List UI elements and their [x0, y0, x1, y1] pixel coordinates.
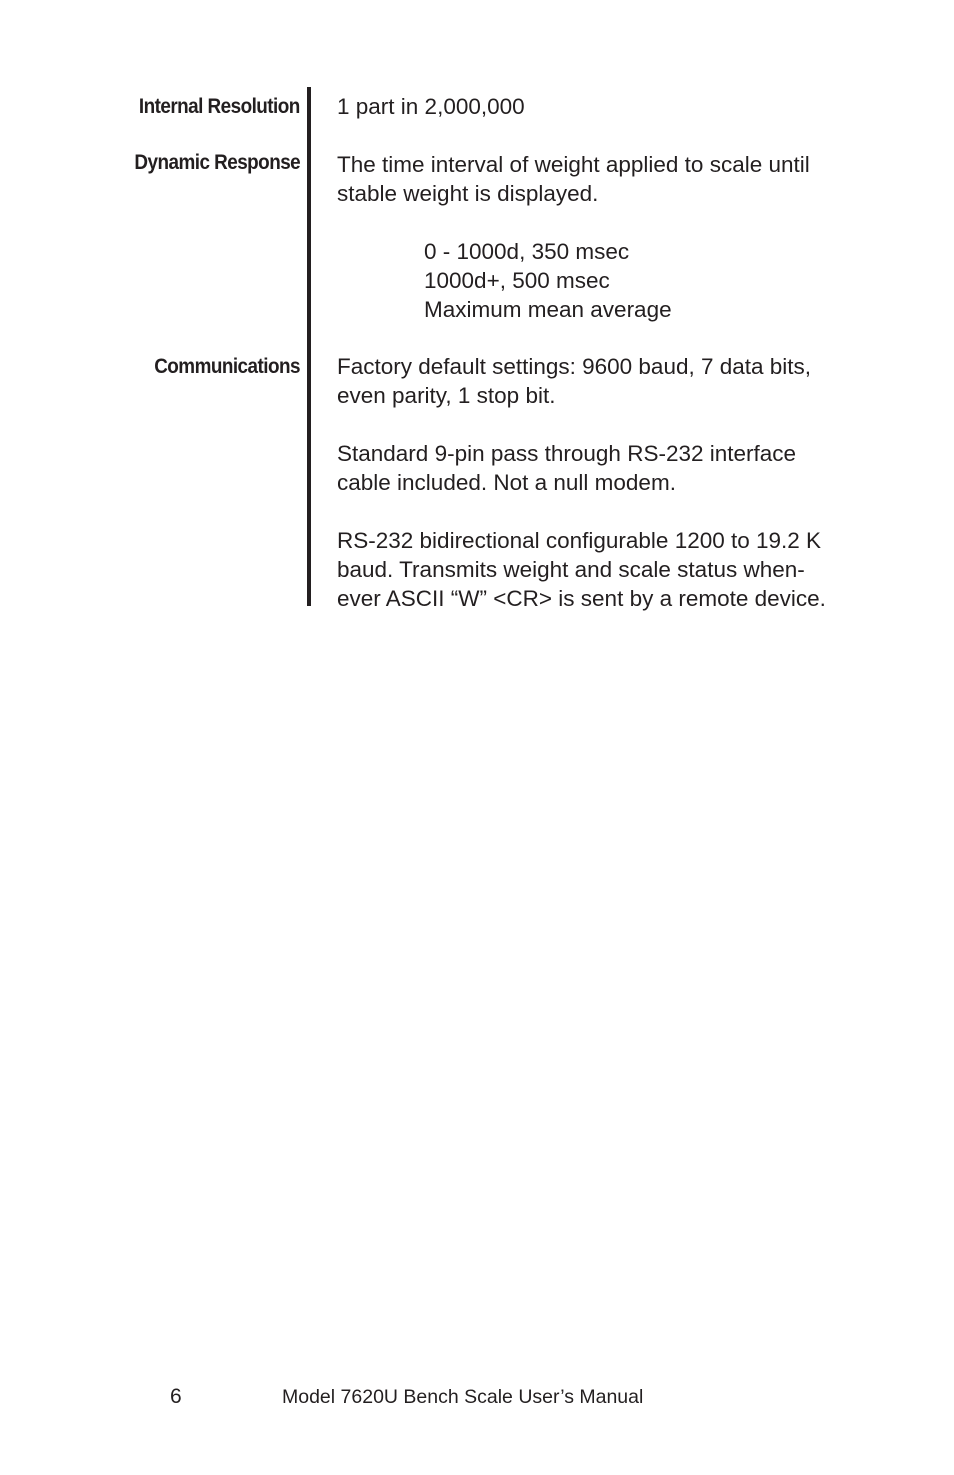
communications-cable-line-1: Standard 9-pin pass through RS-232 interface — [337, 441, 797, 466]
section-divider-rule — [307, 87, 311, 606]
dynamic-response-detail-line: 1000d+, 500 msec — [424, 268, 610, 293]
communications-rs232-line-3: ever ASCII “W” <CR> is sent by a remote device. — [337, 586, 826, 611]
dynamic-response-label: Dynamic Response — [134, 151, 300, 174]
internal-resolution-label: Internal Resolution — [139, 95, 300, 118]
dynamic-response-detail-line: 0 - 1000d, 350 msec — [424, 239, 630, 264]
dynamic-response-description-line-2: stable weight is displayed. — [337, 181, 599, 206]
dynamic-response-detail-line: Maximum mean average — [424, 297, 672, 322]
communications-defaults-line-2: even parity, 1 stop bit. — [337, 383, 556, 408]
internal-resolution-value: 1 part in 2,000,000 — [337, 94, 525, 119]
communications-rs232-line-1: RS-232 bidirectional configurable 1200 to 19.2 K — [337, 528, 822, 553]
dynamic-response-description-line-1: The time interval of weight applied to scale until — [337, 152, 810, 177]
page-number: 6 — [170, 1385, 182, 1408]
footer-manual-title: Model 7620U Bench Scale User’s Manual — [282, 1386, 644, 1408]
communications-rs232-line-2: baud. Transmits weight and scale status when- — [337, 557, 805, 582]
communications-defaults-line-1: Factory default settings: 9600 baud, 7 data bits, — [337, 354, 812, 379]
communications-cable-line-2: cable included. Not a null modem. — [337, 470, 676, 495]
communications-label: Communications — [154, 355, 300, 378]
